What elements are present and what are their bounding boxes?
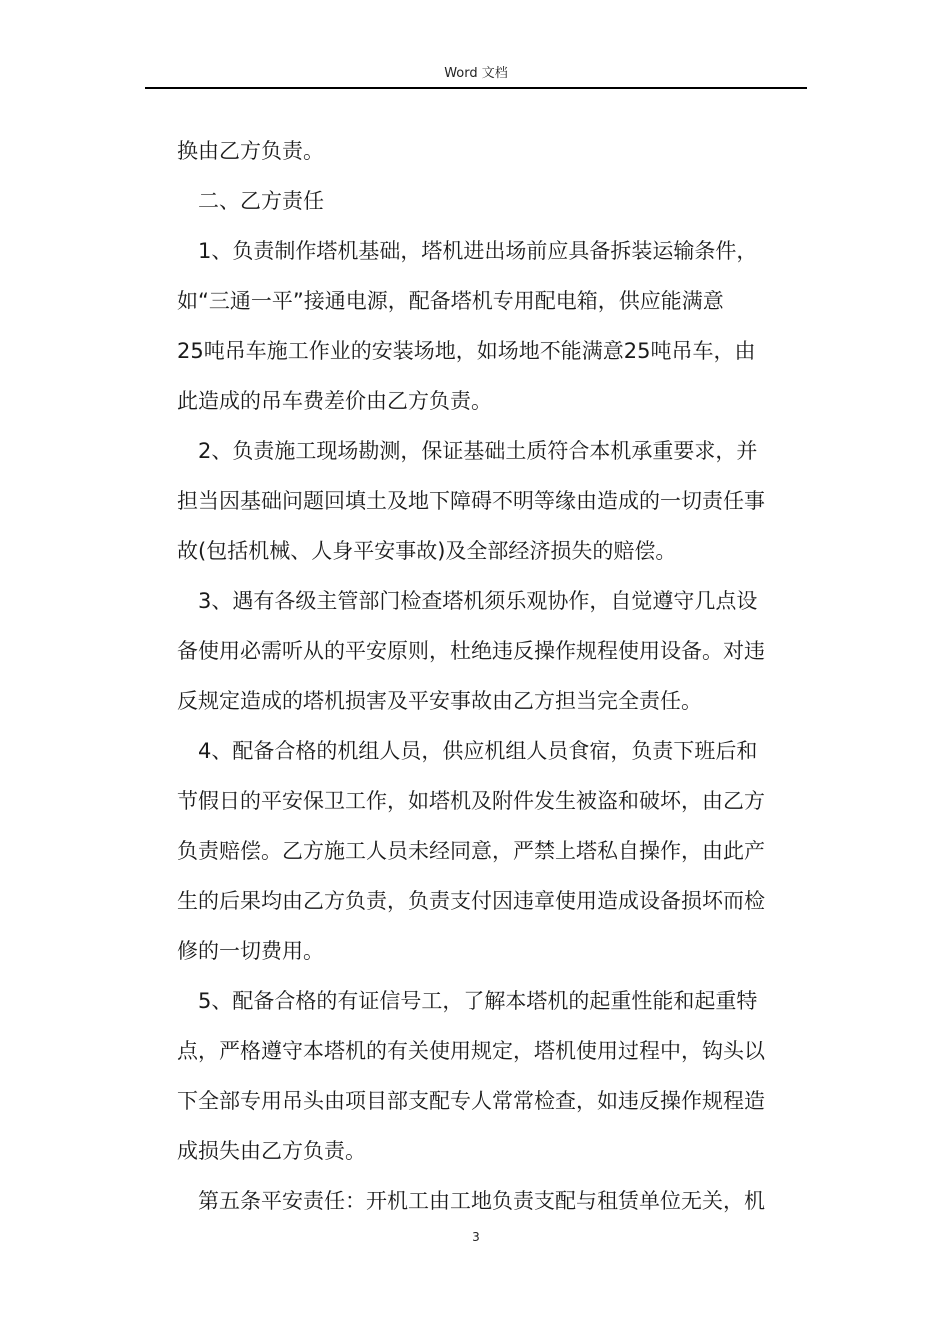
body-line: 担当因基础问题回填土及地下障碍不明等缘由造成的一切责任事 bbox=[177, 489, 765, 513]
page-number: 3 bbox=[472, 1230, 480, 1244]
body-line: 成损失由乙方负责。 bbox=[177, 1139, 366, 1163]
header-divider bbox=[145, 87, 807, 89]
body-line: 负责赔偿。乙方施工人员未经同意，严禁上塔私自操作，由此产 bbox=[177, 839, 765, 863]
body-line: 备使用必需听从的平安原则，杜绝违反操作规程使用设备。对违 bbox=[177, 639, 765, 663]
body-line: 生的后果均由乙方负责，负责支付因违章使用造成设备损坏而检 bbox=[177, 889, 765, 913]
body-line: 下全部专用吊头由项目部支配专人常常检查，如违反操作规程造 bbox=[177, 1089, 765, 1113]
body-line: 点，严格遵守本塔机的有关使用规定，塔机使用过程中，钩头以 bbox=[177, 1039, 765, 1063]
body-line: 3、遇有各级主管部门检查塔机须乐观协作，自觉遵守几点设 bbox=[177, 589, 758, 613]
body-line: 25吨吊车施工作业的安装场地，如场地不能满意25吨吊车，由 bbox=[177, 339, 756, 363]
body-line: 1、负责制作塔机基础，塔机进出场前应具备拆装运输条件， bbox=[177, 239, 758, 263]
body-line: 修的一切费用。 bbox=[177, 939, 324, 963]
body-line: 如“三通一平”接通电源，配备塔机专用配电箱，供应能满意 bbox=[177, 289, 724, 313]
body-line: 2、负责施工现场勘测，保证基础土质符合本机承重要求，并 bbox=[177, 439, 758, 463]
body-line: 故(包括机械、人身平安事故)及全部经济损失的赔偿。 bbox=[177, 539, 677, 563]
body-line: 此造成的吊车费差价由乙方负责。 bbox=[177, 389, 492, 413]
section-heading: 二、乙方责任 bbox=[177, 189, 324, 213]
body-line: 第五条平安责任：开机工由工地负责支配与租赁单位无关，机 bbox=[177, 1189, 765, 1213]
body-line: 5、配备合格的有证信号工，了解本塔机的起重性能和起重特 bbox=[177, 989, 758, 1013]
body-line: 换由乙方负责。 bbox=[177, 139, 324, 163]
body-line: 反规定造成的塔机损害及平安事故由乙方担当完全责任。 bbox=[177, 689, 702, 713]
body-line: 节假日的平安保卫工作，如塔机及附件发生被盗和破坏，由乙方 bbox=[177, 789, 765, 813]
document-body bbox=[177, 126, 807, 1226]
page-header-title: Word 文档 bbox=[444, 66, 508, 81]
body-line: 4、配备合格的机组人员，供应机组人员食宿，负责下班后和 bbox=[177, 739, 758, 763]
